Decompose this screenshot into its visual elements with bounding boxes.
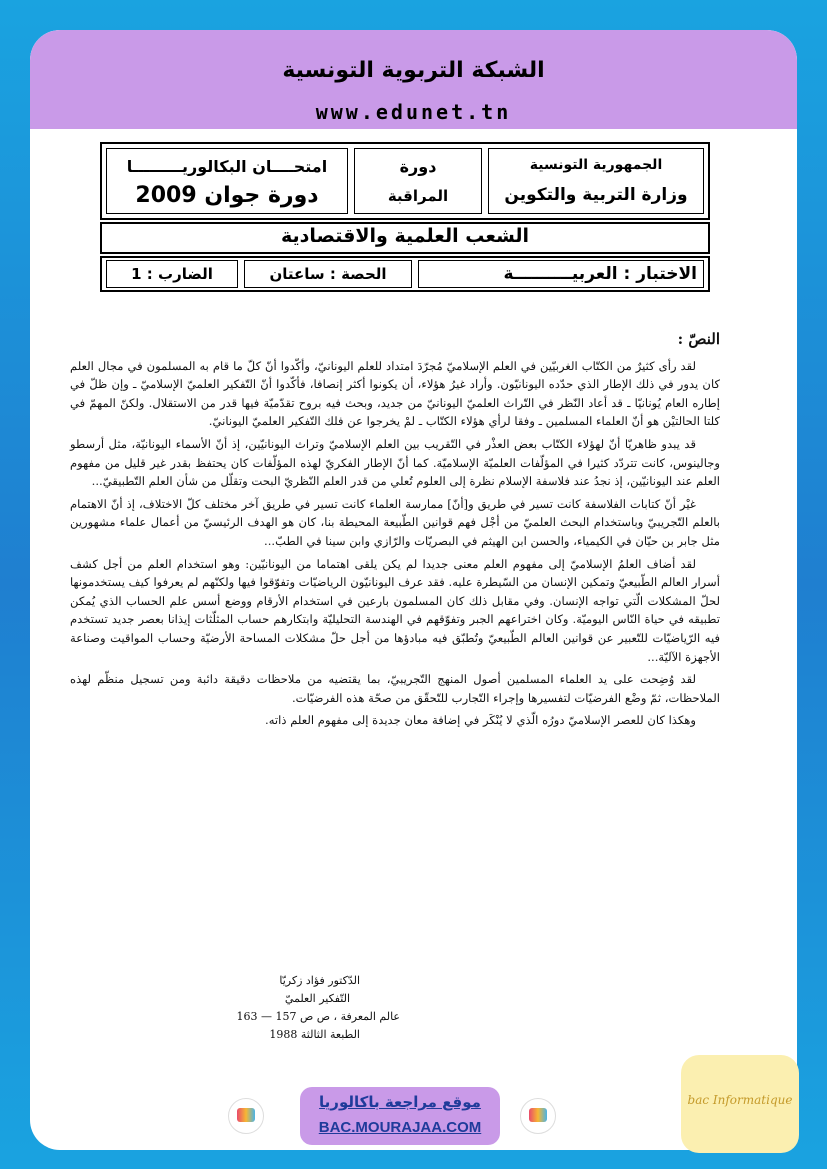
paragraph: لقد أضاف العلمُ الإسلاميّ إلى مفهوم العلم معنى جديدا لم يكن يلقى اهتماما من اليونانيّين: وهو استخدام العلم من أجل كشف أسرار العالم الطّبيعيّ وتمكين الإنسان من السّيطرة عليه. فقد عرف اليونانيّون الرياضيّات وتفوّقوا فيها ولكنّهم لم يعرفوا كيف يستخدمونها لحلّ المشكلات الّتي تواجه الإنسان. وفي مقابل ذلك كان المسلمون بارعين في استخدام الأرقام ووضع أسس علم الحساب الذي يُمكن تطبيقه في حياة النّاس اليوميّة. وكان اختراعهم الجبر وتفوّقهم في الهندسة التحليليّة وابتكارهم حساب المثلّثات إيذانا بعصر جديد تستخدم فيه الرّياضيّات للتّعبير عن قوانين العالم الطّبيعيّ وتُطبّق فيه مبادؤها من أجل حلّ مشكلات المساحة الأرضيّة وحساب المواقيت وصناعة الأجهزة الآليّة... [70, 556, 720, 664]
footer-badge[interactable] [300, 1087, 500, 1145]
exam-date: دورة جوان 2009 [135, 183, 319, 208]
site-name: الشبكة التربوية التونسية [282, 58, 545, 83]
exam-text [70, 300, 720, 734]
site-url[interactable]: www.edunet.tn [315, 100, 512, 124]
subject: الاختبار : العربيــــــــــة [503, 264, 697, 284]
paragraph: لقد وُضِحت على يد العلماء المسلمين أصول المنهج التّجريبيّ، بما يقتضيه من ملاحظات دقيقة دائبة ومن تسجيل منظّم لهذه الملاحظات، ثمّ وضْع الفرضيّات لتفسيرها وإجراء التّجارب للتّحقّق من صحّة هذه الفرضيّات. [70, 672, 720, 705]
exam-title-cell [106, 148, 348, 214]
citation-book: التّفكير العلميّ [284, 992, 350, 1005]
paragraph: لقد رأى كثيرٌ من الكتّاب الغربيّين في العلم الإسلاميّ مُجرّدَ امتداد للعلم اليونانيّ، وأكّدوا أنّ كلّ ما قام به المسلمون في مجال العلم كان يدور في ذلك الإطار الذي حدّده اليونانيّون. وأراد غيرُ هؤلاء، أن يكونوا أكثر إنصافا، فأكّدوا أنّ التّفكير العلميّ الإسلاميّ ـ وإن ظلّ في إطاره العام يُونانيّا ـ قد أعاد النّظر في التّراث العلميّ اليونانيّ من جديد، وبحث فيه بروح تقدّميّة فيها قدر من الاستقلال. ولكنّ المهمّ في كلتا الحالتيْن هو أنّ العلماء المسلمين ـ وفقا لرأي هؤلاء الكتّاب ـ لمْ يخرجوا عن فلك التّفكير العلميّ اليونانيّ. [70, 358, 720, 429]
text-heading: النصّ : [677, 330, 720, 348]
coefficient-cell [106, 260, 238, 288]
citation [200, 972, 400, 1044]
bac-informatique-logo [681, 1055, 799, 1153]
mourajaa-logo-icon [228, 1098, 264, 1134]
duration-cell [244, 260, 412, 288]
subject-cell [418, 260, 704, 288]
country-name: الجمهورية التونسية [529, 157, 663, 173]
bac-logo-text: bac Informatique [687, 1093, 793, 1107]
ministry-cell [488, 148, 704, 214]
session-label: دورة [399, 157, 437, 176]
session-type: المراقبة [387, 187, 449, 205]
session-cell [354, 148, 482, 214]
footer-site-url[interactable]: BAC.MOURAJAA.COM [318, 1119, 482, 1136]
paragraph: وهكذا كان للعصر الإسلاميّ دورُه الّذي لا يُنْكَر في إضافة معان جديدة إلى مفهوم العلم ذاته. [265, 713, 696, 728]
citation-series: عالم المعرفة ، ص ص 157 — 163 [236, 1010, 400, 1023]
branches-cell [106, 226, 704, 250]
branches-title: الشعب العلمية والاقتصادية [280, 225, 530, 247]
ministry-name: وزارة التربية والتكوين [504, 185, 688, 205]
coefficient: الضارب : 1 [131, 265, 213, 283]
footer-site-name[interactable]: موقع مراجعة باكالوريا [319, 1093, 481, 1111]
exam-title: امتحــــان البكالوريـــــــــا [126, 157, 328, 176]
duration: الحصة : ساعتان [269, 265, 387, 283]
paragraph: قد يبدو ظاهريّا أنّ لهؤلاء الكتّاب بعض العذْر في التّقريب بين العلم الإسلاميّ وتراث اليونانيّين، إذ أنّ الأسماء اليونانيّة، مثل أرسطو وجالينوس، كانت تتردّد كثيرا في المؤلّفات العلميّة الإسلاميّة. كما أنّ الإطار الفكريّ لهذه المؤلّفات كان يحتفظ بقدر غير قليل من مفهوم العلم عند اليونانيّين، إذ نجدُ عند فلاسفة الإسلام نظرة إلى العلوم تُعلي من قدر العلم النّظريّ البحت وتقلّل من شأن العلم التّطبيقيّ... [70, 436, 720, 489]
mourajaa-logo-icon [520, 1098, 556, 1134]
paragraph: غيْر أنّ كتابات الفلاسفة كانت تسير في طريق و[أنّ] ممارسة العلماء كانت تسير في طريق آخر مختلف كلّ الاختلاف، إذ أنّ الاهتمام بالعلم التّجريبيّ وباستخدام البحث العلميّ من أجْل فهم قوانين الطّبيعة المحيطة بنا، كان هو الهدف الرئيسيّ من أعمال علماء مشهورين مثل جابر بن حيّان في الكيمياء، والحسن ابن الهيثم في البصريّات والرّازي وابن سينا في الطبّ... [70, 496, 720, 548]
citation-edition: الطبعة الثالثة 1988 [269, 1028, 360, 1041]
citation-author: الدّكتور فؤاد زكريّا [279, 974, 360, 987]
site-header [30, 30, 797, 129]
